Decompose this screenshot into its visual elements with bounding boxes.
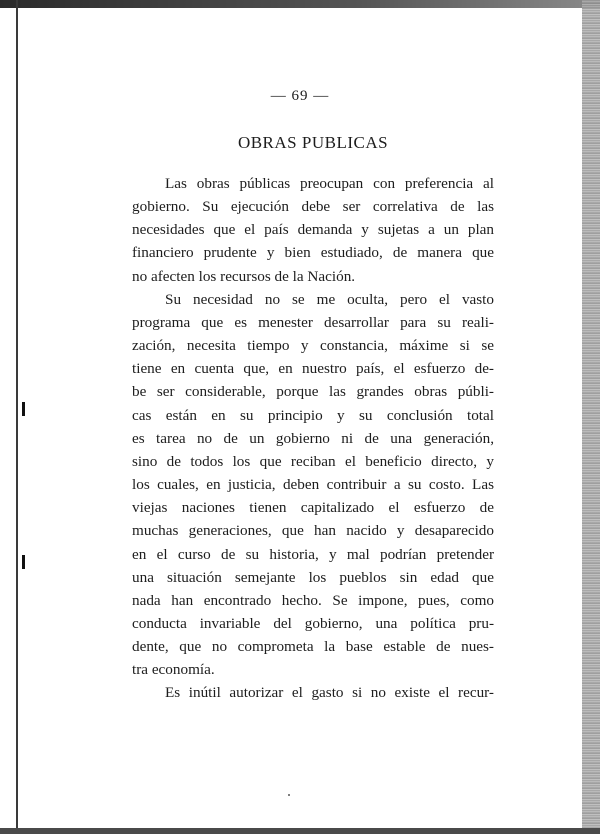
page-title: OBRAS PUBLICAS — [237, 133, 389, 152]
text-line: tiene en cuenta que, en nuestro país, el esfuerzo de- — [132, 360, 494, 378]
text-line: Es inútil autorizar el gasto si no existe el recur- — [165, 684, 494, 702]
text-line: conducta invariable del gobierno, una política pru- — [132, 614, 494, 632]
text-line: financiero prudente y bien estudiado, de manera que — [132, 244, 494, 262]
text-line: viejas naciones tienen capitalizado el esfuerzo de — [132, 499, 494, 517]
text-line: los cuales, en justicia, deben contribuir a su costo. Las — [132, 476, 494, 494]
text-line: cas están en su principio y su conclusión total — [132, 406, 494, 424]
text-line: Su necesidad no se me oculta, pero el vasto — [165, 290, 494, 308]
text-line: dente, que no comprometa la base estable de nues- — [132, 638, 494, 656]
text-line: sino de todos los que reciban el beneficio directo, y — [132, 452, 494, 470]
text-line: programa que es menester desarrollar para su reali- — [132, 313, 494, 331]
text-line: be ser considerable, porque las grandes obras públi- — [132, 383, 494, 401]
text-line: gobierno. Su ejecución debe ser correlativa de las — [132, 198, 494, 216]
text-line: una situación semejante los pueblos sin edad que — [132, 568, 494, 586]
speck — [288, 794, 290, 796]
text-line: Las obras públicas preocupan con preferencia al — [165, 175, 494, 192]
text-line: muchas generaciones, que han nacido y desaparecido — [132, 522, 494, 540]
paragraph — [132, 288, 494, 682]
text-line: zación, necesita tiempo y constancia, máxime si se — [132, 337, 494, 355]
scan-border-left — [16, 0, 18, 834]
paragraph — [132, 681, 494, 704]
page-number: — 69 — — [270, 88, 330, 104]
text-line: tra economía. — [132, 661, 215, 679]
text-line: no afecten los recursos de la Nación. — [132, 267, 356, 285]
text-line: en el curso de su historia, y mal podrían pretender — [132, 545, 494, 563]
scan-border-right — [582, 0, 600, 834]
scan-border-bottom — [0, 828, 600, 834]
body-text — [132, 172, 494, 705]
scan-border-top — [0, 0, 600, 8]
paragraph — [132, 172, 494, 288]
page-edge-mark — [22, 555, 25, 569]
text-line: es tarea no de un gobierno ni de una generación, — [132, 429, 494, 447]
text-line: necesidades que el país demanda y sujetas a un plan — [132, 221, 494, 239]
text-line: nada han encontrado hecho. Se impone, pues, como — [132, 591, 494, 609]
page-edge-mark — [22, 402, 25, 416]
